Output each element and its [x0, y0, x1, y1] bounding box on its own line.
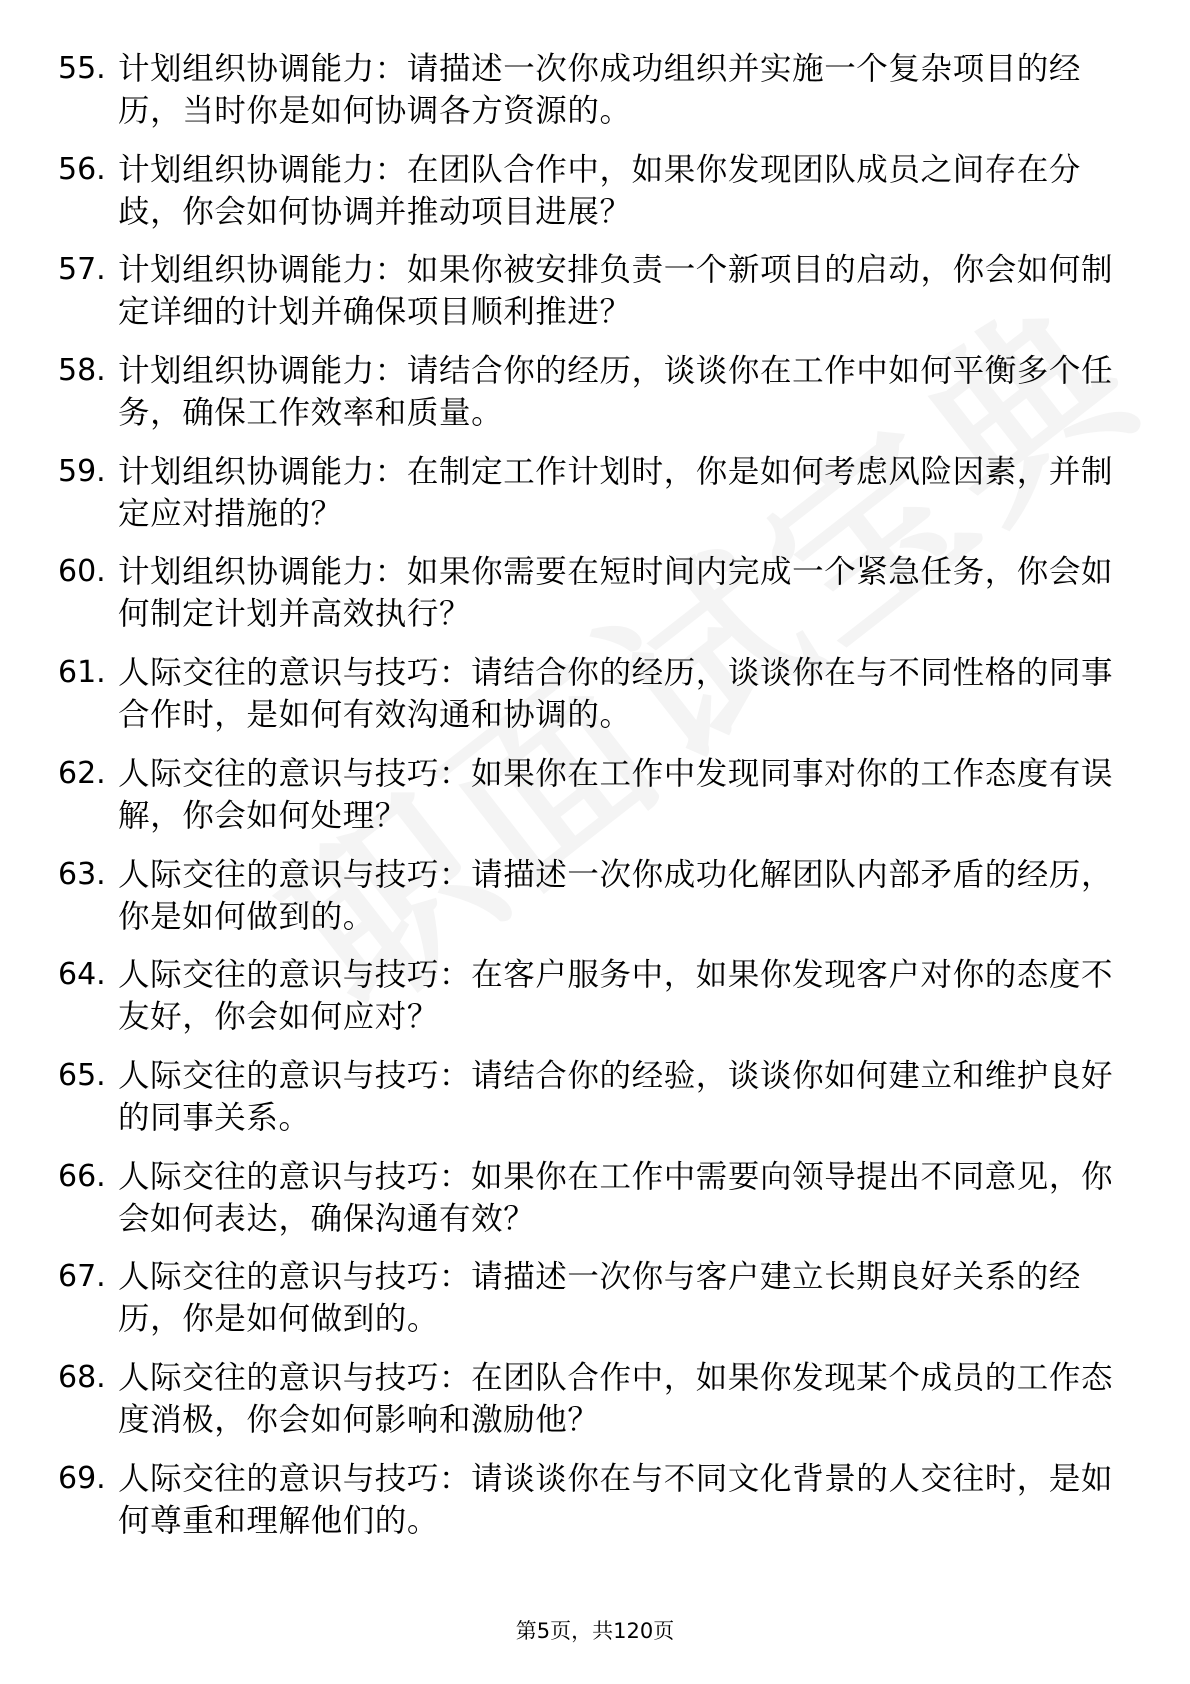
question-text: 计划组织协调能力：请描述一次你成功组织并实施一个复杂项目的经历，当时你是如何协调各方资源的。	[118, 51, 1082, 129]
question-number: 65.	[58, 1057, 106, 1093]
question-item	[58, 652, 1128, 744]
question-item	[58, 1256, 1128, 1348]
question-item	[58, 249, 1128, 341]
question-text: 人际交往的意识与技巧：请结合你的经历，谈谈你在与不同性格的同事合作时，是如何有效沟通和协调的。	[118, 655, 1114, 734]
question-number: 66.	[58, 1158, 106, 1194]
question-number: 62.	[58, 755, 106, 791]
question-item	[58, 551, 1128, 643]
question-text: 人际交往的意识与技巧：请描述一次你成功化解团队内部矛盾的经历，你是如何做到的。	[118, 856, 1114, 935]
question-item	[58, 350, 1128, 442]
question-number: 55.	[58, 51, 106, 86]
question-text: 人际交往的意识与技巧：请谈谈你在与不同文化背景的人交往时，是如何尊重和理解他们的。	[118, 1460, 1114, 1539]
question-text: 人际交往的意识与技巧：请结合你的经验，谈谈你如何建立和维护良好的同事关系。	[118, 1057, 1114, 1136]
question-text: 计划组织协调能力：请结合你的经历，谈谈你在工作中如何平衡多个任务，确保工作效率和质量。	[118, 353, 1114, 432]
question-text: 计划组织协调能力：在团队合作中，如果你发现团队成员之间存在分歧，你会如何协调并推动项目进展？	[118, 151, 1082, 230]
question-item	[58, 149, 1128, 241]
question-text: 人际交往的意识与技巧：如果你在工作中发现同事对你的工作态度有误解，你会如何处理？	[118, 755, 1114, 834]
question-item	[58, 48, 1128, 140]
question-number: 69.	[58, 1460, 106, 1496]
question-text: 人际交往的意识与技巧：在团队合作中，如果你发现某个成员的工作态度消极，你会如何影响和激励他？	[118, 1359, 1114, 1438]
page-footer: 第5页，共120页	[515, 1619, 675, 1643]
question-item	[58, 1458, 1128, 1550]
question-number: 56.	[58, 151, 106, 187]
question-item	[58, 1055, 1128, 1147]
question-item	[58, 753, 1128, 845]
question-item	[58, 1156, 1128, 1248]
question-number: 58.	[58, 353, 106, 389]
question-number: 59.	[58, 453, 106, 489]
question-number: 63.	[58, 856, 106, 892]
question-item	[58, 1357, 1128, 1449]
question-text: 人际交往的意识与技巧：请描述一次你与客户建立长期良好关系的经历，你是如何做到的。	[118, 1259, 1082, 1338]
question-number: 57.	[58, 252, 106, 288]
question-text: 计划组织协调能力：在制定工作计划时，你是如何考虑风险因素，并制定应对措施的？	[118, 453, 1114, 532]
question-number: 68.	[58, 1359, 106, 1395]
question-item	[58, 854, 1128, 946]
question-list	[58, 48, 1128, 1558]
question-text: 人际交往的意识与技巧：如果你在工作中需要向领导提出不同意见，你会如何表达，确保沟通有效？	[118, 1158, 1114, 1237]
question-item	[58, 451, 1128, 543]
question-text: 计划组织协调能力：如果你被安排负责一个新项目的启动，你会如何制定详细的计划并确保项目顺利推进？	[118, 252, 1114, 331]
question-number: 64.	[58, 957, 106, 993]
question-text: 计划组织协调能力：如果你需要在短时间内完成一个紧急任务，你会如何制定计划并高效执行？	[118, 554, 1114, 633]
question-text: 人际交往的意识与技巧：在客户服务中，如果你发现客户对你的态度不友好，你会如何应对？	[118, 957, 1114, 1036]
question-item	[58, 954, 1128, 1046]
question-number: 61.	[58, 655, 106, 691]
question-number: 60.	[58, 554, 106, 590]
question-number: 67.	[58, 1259, 106, 1295]
